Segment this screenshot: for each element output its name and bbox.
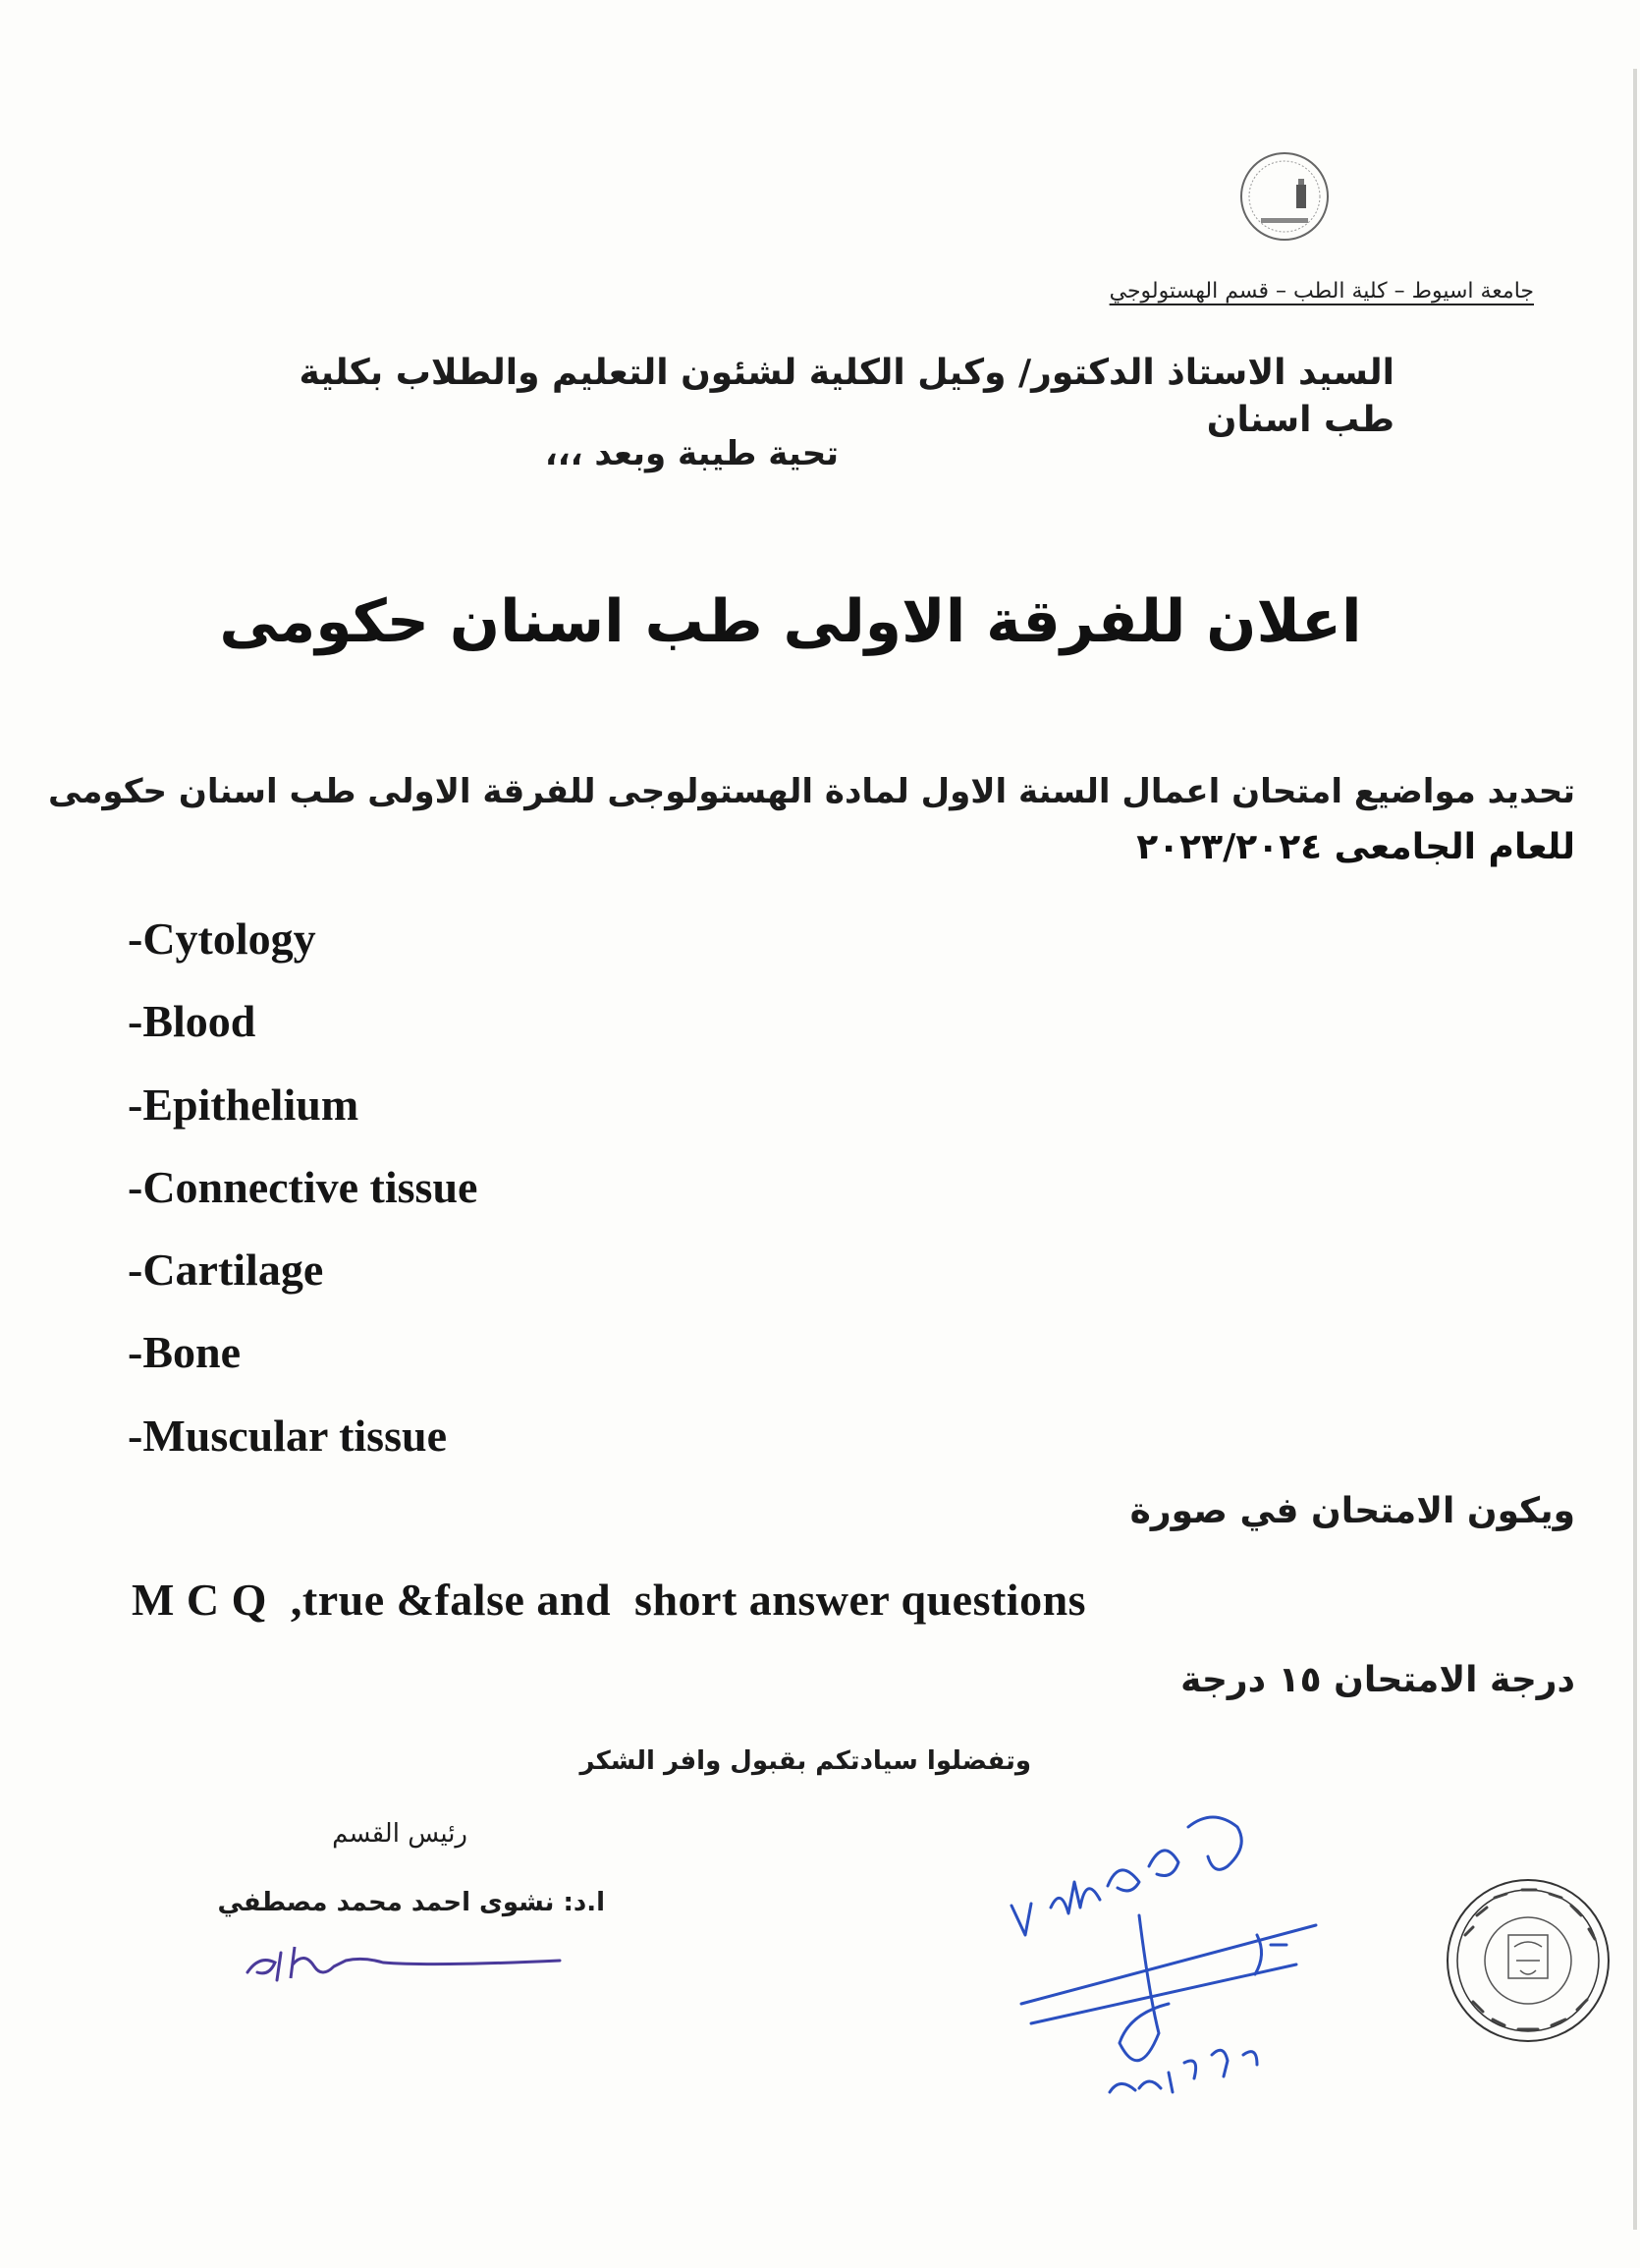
official-faculty-stamp	[1444, 1876, 1613, 2045]
letter-addressee: السيد الاستاذ الدكتور/ وكيل الكلية لشئون التعليم والطلاب بكلية طب اسنان	[299, 353, 1394, 440]
topic-item: -Cytology	[128, 913, 316, 964]
topic-item: -Bone	[128, 1327, 241, 1378]
topic-item: -Muscular tissue	[128, 1410, 447, 1461]
closing-line: وتفضلوا سيادتكم بقبول وافر الشكر	[579, 1746, 1031, 1776]
intro-text: تحديد مواضيع امتحان اعمال السنة الاول لمادة الهستولوجى للفرقة الاولى طب اسنان حكومى	[47, 772, 1575, 811]
topic-item: -Cartilage	[128, 1245, 324, 1296]
institution-header: جامعة اسيوط – كلية الطب – قسم الهستولوجي	[1109, 279, 1534, 304]
topics-list	[128, 912, 477, 1491]
letter-greeting: تحية طيبة وبعد ،،،	[544, 434, 839, 473]
topic-item: -Connective tissue	[128, 1161, 478, 1212]
faculty-crest-logo	[1235, 147, 1334, 246]
announcement-title: اعلان للفرقة الاولى طب اسنان حكومى	[219, 587, 1362, 656]
vice-dean-handwritten-signature	[992, 1798, 1355, 2122]
exam-grade: درجة الامتحان ١٥ درجة	[1180, 1660, 1575, 1700]
exam-format: M C Q ,true &false and short answer questions	[132, 1575, 1087, 1625]
department-head-title: رئيس القسم	[332, 1819, 467, 1849]
department-head-signature	[236, 1933, 570, 1992]
scan-edge-mark	[1633, 69, 1637, 2230]
topic-item: -Epithelium	[128, 1079, 359, 1130]
topic-item: -Blood	[128, 996, 256, 1047]
department-head-name: ا.د: نشوى احمد محمد مصطفي	[217, 1888, 605, 1917]
exam-form-label: ويكون الامتحان في صورة	[1129, 1491, 1575, 1531]
academic-year: للعام الجامعى ٢٠٢٣/٢٠٢٤	[1136, 827, 1575, 867]
